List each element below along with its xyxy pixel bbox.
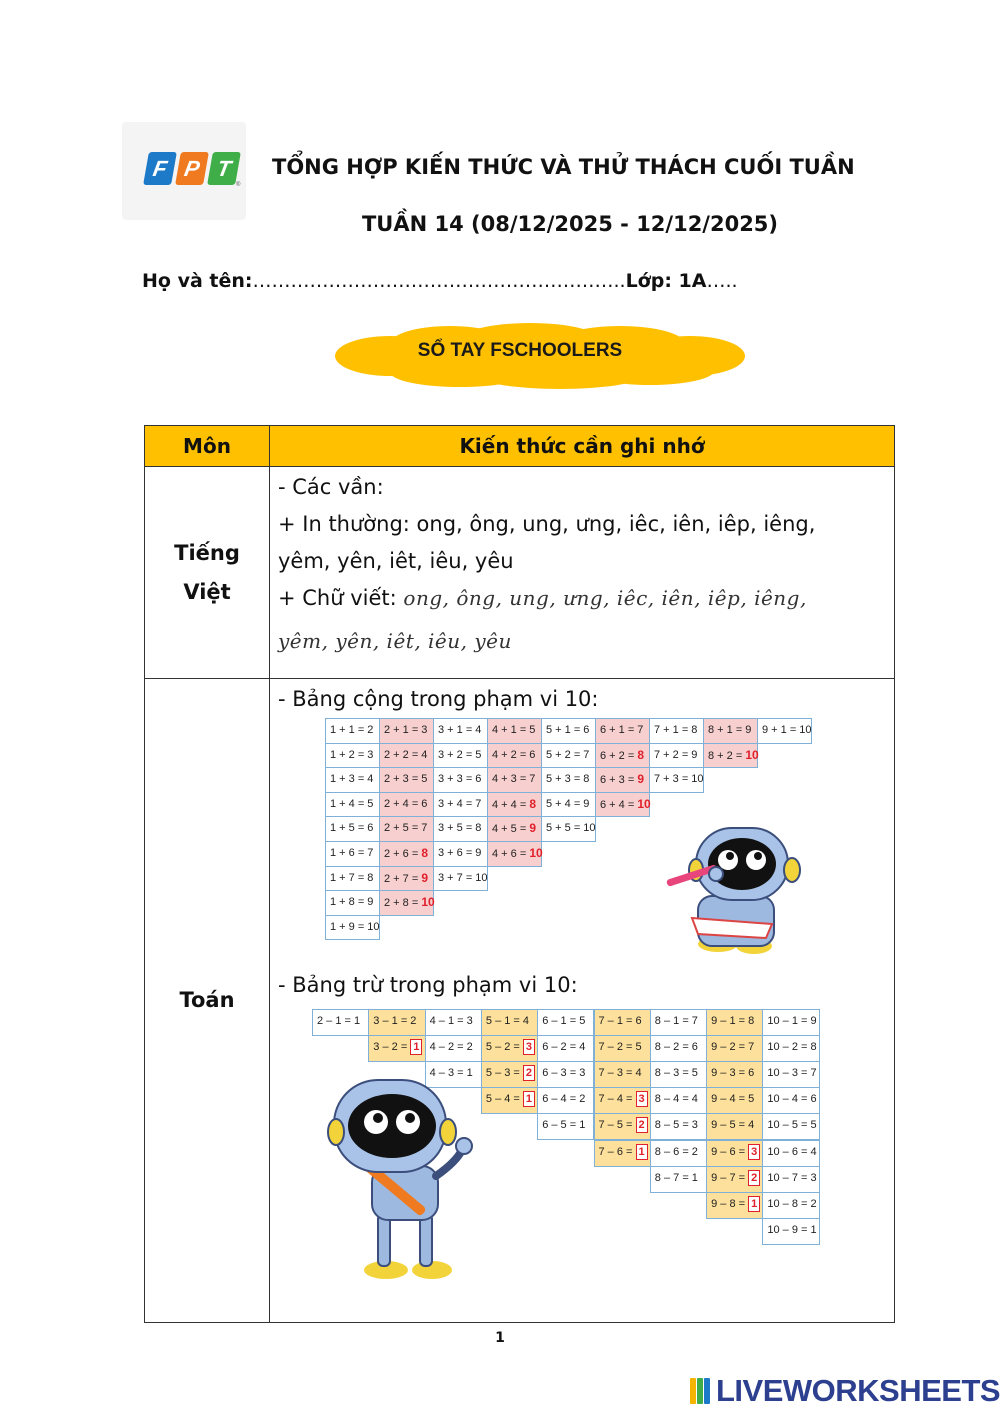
fact-text: 6 – 1 = 5 xyxy=(542,1015,586,1027)
math-fact-cell xyxy=(706,1087,763,1114)
math-fact-cell xyxy=(425,1035,482,1062)
robot-pointing-illustration xyxy=(326,1076,480,1284)
math-fact-cell xyxy=(537,1113,594,1140)
math-fact-cell xyxy=(379,841,434,867)
col-header-knowledge: Kiến thức cần ghi nhớ xyxy=(270,426,895,467)
fact-text: 8 – 1 = 7 xyxy=(654,1015,698,1027)
math-fact-cell xyxy=(762,1218,819,1245)
fact-text: 9 – 6 = xyxy=(711,1145,749,1158)
math-fact-cell xyxy=(368,1009,425,1036)
liveworksheets-text: LIVEWORKSHEETS xyxy=(716,1373,1000,1408)
fact-text: 6 + 3 = xyxy=(600,774,638,787)
math-fact-cell xyxy=(325,841,380,867)
math-fact-cell xyxy=(703,743,758,769)
math-fact-cell xyxy=(595,767,650,793)
math-fact-cell xyxy=(325,816,380,842)
fact-text: 6 + 1 = 7 xyxy=(600,724,644,736)
math-fact-cell xyxy=(541,767,596,793)
fact-text: 7 – 2 = 5 xyxy=(598,1041,642,1054)
math-fact-cell xyxy=(762,1166,819,1193)
fact-text: 3 – 2 = xyxy=(373,1041,411,1054)
fact-text: 3 + 2 = 5 xyxy=(438,748,482,761)
answer-highlight: 9 xyxy=(637,772,644,787)
fact-text: 10 – 3 = 7 xyxy=(767,1067,817,1080)
fact-text: 10 – 6 = 4 xyxy=(767,1145,817,1158)
math-fact-cell xyxy=(595,718,650,744)
math-fact-cell xyxy=(433,718,488,744)
fact-text: 7 + 2 = 9 xyxy=(654,748,698,761)
fact-text: 6 + 2 = xyxy=(600,749,638,762)
math-fact-cell xyxy=(541,718,596,744)
fact-text: 3 + 1 = 4 xyxy=(438,724,482,736)
answer-highlight: 3 xyxy=(523,1039,535,1055)
math-fact-cell xyxy=(379,816,434,842)
math-fact-cell xyxy=(762,1035,819,1062)
fact-text: 1 + 9 = 10 xyxy=(330,920,380,933)
fact-text: 1 + 4 = 5 xyxy=(330,797,374,810)
fact-text: 9 + 1 = 10 xyxy=(762,724,812,736)
fact-text: 10 – 8 = 2 xyxy=(767,1197,817,1210)
math-fact-cell xyxy=(487,743,542,769)
math-fact-cell xyxy=(433,767,488,793)
answer-highlight: 2 xyxy=(636,1117,648,1133)
fact-text: 2 + 8 = xyxy=(384,897,422,910)
math-fact-cell xyxy=(537,1061,594,1088)
subtraction-title: - Bảng trừ trong phạm vi 10: xyxy=(278,973,578,997)
math-fact-cell xyxy=(312,1009,369,1036)
math-fact-cell xyxy=(757,718,812,744)
col-header-subject: Môn xyxy=(145,426,270,467)
fact-text: 10 – 1 = 9 xyxy=(767,1015,817,1027)
answer-highlight: 3 xyxy=(748,1144,760,1160)
math-fact-cell xyxy=(433,743,488,769)
fact-text: 6 – 4 = 2 xyxy=(542,1093,586,1106)
answer-highlight: 1 xyxy=(523,1091,535,1107)
fact-text: 7 + 3 = 10 xyxy=(654,773,704,786)
fact-text: 9 – 4 = 5 xyxy=(711,1093,755,1106)
text-line: - Các vần: xyxy=(278,475,384,499)
math-fact-cell xyxy=(649,718,704,744)
math-fact-cell xyxy=(481,1035,538,1062)
math-fact-cell xyxy=(379,866,434,892)
answer-highlight: 8 xyxy=(421,846,428,860)
cursive-text: ong, ông, ung, ưng, iêc, iên, iêp, iêng, xyxy=(403,586,807,610)
math-fact-cell xyxy=(762,1061,819,1088)
math-fact-cell xyxy=(706,1140,763,1167)
registered-mark: ® xyxy=(236,182,241,188)
math-fact-cell xyxy=(706,1192,763,1219)
subject-line: Tiếng xyxy=(174,540,240,565)
fact-text: 9 – 5 = 4 xyxy=(711,1119,755,1132)
math-fact-cell xyxy=(537,1035,594,1062)
fact-text: 5 + 1 = 6 xyxy=(546,724,590,736)
math-fact-cell xyxy=(649,743,704,769)
fact-text: 2 + 6 = xyxy=(384,848,422,860)
math-fact-cell xyxy=(650,1166,707,1193)
math-fact-cell xyxy=(706,1061,763,1088)
fact-text: 5 – 1 = 4 xyxy=(485,1015,530,1027)
fact-text: 9 – 2 = 7 xyxy=(711,1041,755,1054)
math-fact-cell xyxy=(650,1140,707,1167)
math-fact-cell xyxy=(650,1061,707,1088)
fact-text: 2 + 4 = 6 xyxy=(384,797,428,810)
math-fact-cell xyxy=(379,792,434,818)
math-fact-cell xyxy=(325,866,380,892)
class-label: Lớp: 1A xyxy=(625,270,707,292)
page-number: 1 xyxy=(495,1330,505,1346)
math-fact-cell xyxy=(762,1113,819,1140)
fact-text: 7 + 1 = 8 xyxy=(654,724,698,736)
fact-text: 3 – 1 = 2 xyxy=(373,1015,417,1027)
math-fact-cell xyxy=(594,1087,651,1114)
fact-text: 8 – 4 = 4 xyxy=(654,1093,698,1106)
text-line: + In thường: ong, ông, ung, ưng, iêc, iên, iêp, iêng, xyxy=(278,512,816,536)
math-fact-cell xyxy=(433,792,488,818)
fact-text: 8 – 5 = 3 xyxy=(654,1119,698,1132)
student-info xyxy=(142,270,738,292)
math-fact-cell xyxy=(594,1061,651,1088)
fact-text: 6 – 5 = 1 xyxy=(542,1119,586,1132)
math-fact-cell xyxy=(762,1009,819,1036)
logo-letter-f: F xyxy=(143,152,177,185)
math-fact-cell xyxy=(379,718,434,744)
math-fact-cell xyxy=(433,866,488,892)
math-fact-cell xyxy=(762,1140,819,1167)
fact-text: 6 + 4 = xyxy=(600,798,638,811)
fact-text: 1 + 5 = 6 xyxy=(330,822,374,835)
tieng-viet-content xyxy=(270,467,895,679)
answer-highlight: 10 xyxy=(637,796,651,811)
fact-text: 6 – 3 = 3 xyxy=(542,1067,586,1080)
subject-tieng-viet xyxy=(145,467,270,679)
fact-text: 9 – 7 = xyxy=(711,1171,749,1184)
answer-highlight: 1 xyxy=(410,1039,422,1055)
fact-text: 10 – 4 = 6 xyxy=(767,1093,817,1106)
math-fact-cell xyxy=(594,1035,651,1062)
fact-text: 4 – 2 = 2 xyxy=(429,1041,473,1054)
answer-highlight: 1 xyxy=(636,1144,648,1160)
math-fact-cell xyxy=(706,1166,763,1193)
math-fact-cell xyxy=(706,1035,763,1062)
math-fact-cell xyxy=(650,1035,707,1062)
subject-toan: Toán xyxy=(145,679,270,1323)
table-row-tieng-viet xyxy=(145,467,895,679)
fact-text: 4 – 3 = 1 xyxy=(429,1067,473,1080)
fpt-logo xyxy=(122,122,246,220)
fact-text: 2 + 7 = xyxy=(384,872,422,885)
class-field[interactable]: ….. xyxy=(706,270,738,292)
page-title: TỔNG HỢP KIẾN THỨC VÀ THỬ THÁCH CUỐI TUẦN xyxy=(272,155,855,179)
fact-text: 7 – 5 = xyxy=(598,1119,636,1132)
math-fact-cell xyxy=(537,1009,594,1036)
cursive-label: + Chữ viết: xyxy=(278,586,404,610)
math-fact-cell xyxy=(433,841,488,867)
answer-highlight: 3 xyxy=(636,1091,648,1107)
math-fact-cell xyxy=(481,1087,538,1114)
math-fact-cell xyxy=(325,915,380,941)
math-fact-cell xyxy=(703,718,758,744)
math-fact-cell xyxy=(649,767,704,793)
fact-text: 3 + 4 = 7 xyxy=(438,797,482,810)
math-fact-cell xyxy=(650,1113,707,1140)
fact-text: 8 – 3 = 5 xyxy=(654,1067,698,1080)
fact-text: 2 – 1 = 1 xyxy=(317,1015,361,1027)
math-fact-cell xyxy=(541,792,596,818)
fact-text: 8 – 2 = 6 xyxy=(654,1041,698,1054)
fact-text: 8 – 7 = 1 xyxy=(654,1171,698,1184)
fact-text: 4 + 1 = 5 xyxy=(492,724,536,736)
fact-text: 4 + 2 = 6 xyxy=(492,748,536,761)
fact-text: 5 + 2 = 7 xyxy=(546,748,590,761)
answer-highlight: 9 xyxy=(421,870,428,885)
cursive-text: yêm, yên, iêt, iêu, yêu xyxy=(278,629,512,653)
answer-highlight: 8 xyxy=(529,796,536,811)
math-fact-cell xyxy=(325,890,380,916)
liveworksheets-icon xyxy=(690,1378,716,1404)
math-fact-cell xyxy=(425,1009,482,1036)
logo-letter-p: P xyxy=(175,152,209,185)
fact-text: 1 + 7 = 8 xyxy=(330,871,374,884)
fact-text: 2 + 1 = 3 xyxy=(384,724,428,736)
answer-highlight: 2 xyxy=(748,1170,760,1186)
banner-title: SỔ TAY FSCHOOLERS xyxy=(417,340,623,361)
fact-text: 4 + 3 = 7 xyxy=(492,773,536,786)
math-fact-cell xyxy=(706,1113,763,1140)
fact-text: 4 + 4 = xyxy=(492,798,530,811)
math-fact-cell xyxy=(368,1035,425,1062)
fact-text: 5 – 2 = xyxy=(485,1041,523,1054)
fact-text: 7 – 1 = 6 xyxy=(598,1015,642,1027)
answer-highlight: 10 xyxy=(421,895,435,910)
fact-text: 3 + 7 = 10 xyxy=(438,871,488,884)
fact-text: 5 + 3 = 8 xyxy=(546,773,590,786)
fact-text: 2 + 2 = 4 xyxy=(384,748,428,761)
fact-text: 10 – 7 = 3 xyxy=(767,1171,817,1184)
math-fact-cell xyxy=(650,1087,707,1114)
math-fact-cell xyxy=(650,1009,707,1036)
math-fact-cell xyxy=(487,792,542,818)
answer-highlight: 10 xyxy=(529,846,543,860)
name-label: Họ và tên: xyxy=(142,270,253,292)
math-fact-cell xyxy=(595,743,650,769)
week-subtitle: TUẦN 14 (08/12/2025 - 12/12/2025) xyxy=(361,212,779,236)
math-fact-cell xyxy=(325,743,380,769)
math-fact-cell xyxy=(481,1009,538,1036)
math-fact-cell xyxy=(433,816,488,842)
math-fact-cell xyxy=(325,767,380,793)
name-field[interactable]: ………………………………………………….. xyxy=(252,270,626,292)
fact-text: 9 – 8 = xyxy=(711,1197,749,1210)
fact-text: 1 + 3 = 4 xyxy=(330,773,374,786)
fact-text: 5 + 5 = 10 xyxy=(546,822,596,835)
fact-text: 5 – 4 = xyxy=(485,1093,523,1106)
fact-text: 10 – 9 = 1 xyxy=(767,1223,817,1236)
answer-highlight: 2 xyxy=(523,1065,535,1081)
fact-text: 4 + 5 = xyxy=(492,823,530,836)
math-fact-cell xyxy=(594,1113,651,1140)
math-fact-cell xyxy=(325,792,380,818)
fact-text: 3 + 3 = 6 xyxy=(438,773,482,786)
fact-text: 7 – 6 = xyxy=(598,1145,636,1158)
fact-text: 8 – 6 = 2 xyxy=(654,1145,698,1158)
math-fact-cell xyxy=(379,743,434,769)
math-fact-cell xyxy=(481,1061,538,1088)
answer-highlight: 9 xyxy=(529,821,536,836)
fact-text: 8 + 2 = xyxy=(708,749,746,762)
fact-text: 4 + 6 = xyxy=(492,848,530,860)
subject-line: Việt xyxy=(183,579,231,604)
text-line xyxy=(278,580,886,617)
fact-text: 3 + 5 = 8 xyxy=(438,822,482,835)
fact-text: 5 + 4 = 9 xyxy=(546,797,590,810)
math-fact-cell xyxy=(762,1087,819,1114)
fact-text: 10 – 2 = 8 xyxy=(767,1041,817,1054)
math-fact-cell xyxy=(594,1009,651,1036)
fact-text: 4 – 1 = 3 xyxy=(429,1015,473,1027)
fact-text: 2 + 5 = 7 xyxy=(384,822,428,835)
math-fact-cell xyxy=(379,767,434,793)
math-fact-cell xyxy=(487,718,542,744)
answer-highlight: 10 xyxy=(745,747,759,762)
answer-highlight: 8 xyxy=(637,747,644,762)
logo-letter-t: T xyxy=(207,152,241,185)
fact-text: 9 – 3 = 6 xyxy=(711,1067,755,1080)
fact-text: 9 – 1 = 8 xyxy=(711,1015,755,1027)
fact-text: 7 – 3 = 4 xyxy=(598,1067,642,1080)
math-fact-cell xyxy=(379,890,434,916)
math-fact-cell xyxy=(487,767,542,793)
math-fact-cell xyxy=(541,816,596,842)
fact-text: 3 + 6 = 9 xyxy=(438,847,482,859)
addition-title: - Bảng cộng trong phạm vi 10: xyxy=(278,687,599,711)
fact-text: 8 + 1 = 9 xyxy=(708,724,752,736)
robot-reading-illustration xyxy=(662,818,808,960)
fact-text: 1 + 6 = 7 xyxy=(330,847,374,859)
text-line: yêm, yên, iêt, iêu, yêu xyxy=(278,549,514,573)
math-fact-cell xyxy=(487,816,542,842)
math-fact-cell xyxy=(541,743,596,769)
fact-text: 1 + 2 = 3 xyxy=(330,748,374,761)
fact-text: 6 – 2 = 4 xyxy=(542,1041,586,1054)
fact-text: 1 + 8 = 9 xyxy=(330,896,374,909)
fact-text: 10 – 5 = 5 xyxy=(767,1119,817,1132)
fact-text: 2 + 3 = 5 xyxy=(384,773,428,786)
fact-text: 5 – 3 = xyxy=(485,1067,523,1080)
fact-text: 1 + 1 = 2 xyxy=(330,724,374,736)
math-fact-cell xyxy=(325,718,380,744)
math-fact-cell xyxy=(706,1009,763,1036)
fact-text: 7 – 4 = xyxy=(598,1093,636,1106)
math-fact-cell xyxy=(487,841,542,867)
answer-highlight: 1 xyxy=(748,1196,760,1212)
math-fact-cell xyxy=(762,1192,819,1219)
math-fact-cell xyxy=(537,1087,594,1114)
math-fact-cell xyxy=(595,792,650,818)
math-fact-cell xyxy=(594,1140,651,1167)
